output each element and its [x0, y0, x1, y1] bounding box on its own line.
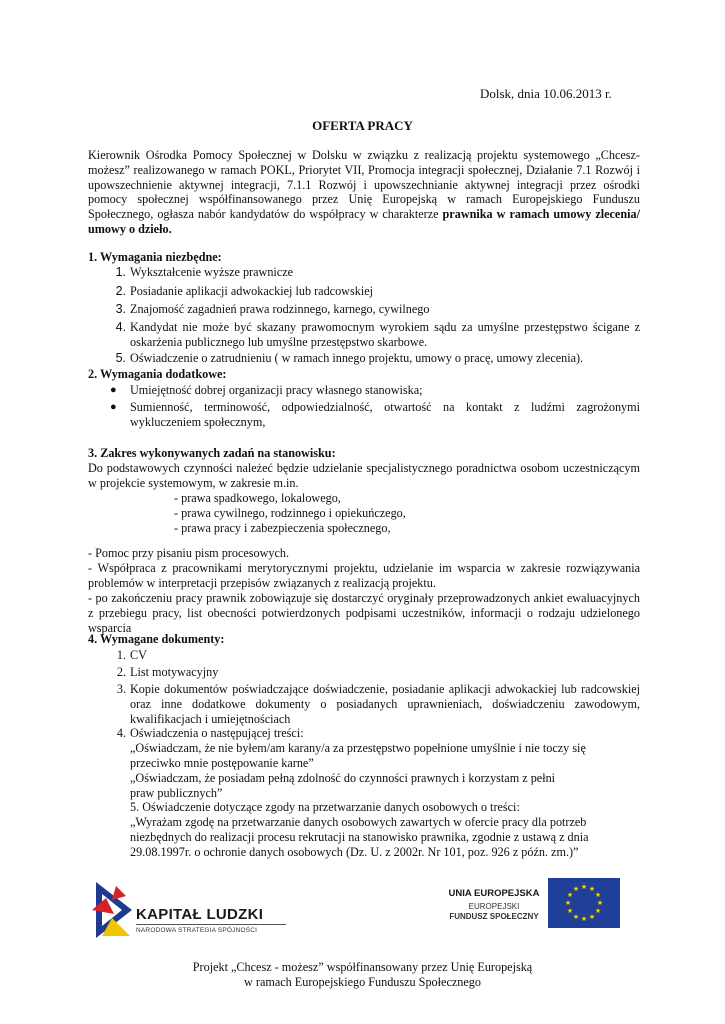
- svg-text:★: ★: [564, 899, 572, 907]
- intro-bold: prawnika w ramach umowy zlecenia/ umowy o dzieło.: [88, 207, 640, 236]
- svg-text:★: ★: [566, 907, 574, 915]
- svg-text:★: ★: [588, 913, 596, 921]
- eu-logo: [424, 878, 624, 930]
- section4-heading: 4. Wymagane dokumenty:: [88, 632, 225, 646]
- list-number: 5.: [115, 351, 126, 365]
- footer: [0, 960, 725, 990]
- consent-text: „Wyrażam zgodę na przetwarzanie danych osobowych zawartych w ofercie pracy dla potrzeb niezbędnych do realizacji procesu rekrutacji na stanowisko prawnika, zgodnie z ustawą z dnia 29.08.1997r. o ochronie danych osobowych (Dz. U. z 2002r. Nr 101, poz. 926 z późn. zm.)”: [130, 815, 589, 859]
- list-item: [116, 726, 640, 741]
- svg-text:★: ★: [580, 883, 588, 891]
- law-area: - prawa cywilnego, rodzinnego i opiekuńczego,: [174, 506, 406, 520]
- list-number: 2.: [115, 284, 126, 298]
- kapital-ludzki-subtitle: NARODOWA STRATEGIA SPÓJNOŚCI: [136, 927, 258, 934]
- svg-text:★: ★: [566, 891, 574, 899]
- bullet-icon: ●: [110, 401, 117, 413]
- list-item: [115, 265, 640, 280]
- list-item: [116, 665, 640, 680]
- list-text: List motywacyjny: [130, 665, 219, 679]
- consent-heading: 5. Oświadczenie dotyczące zgody na przetwarzanie danych osobowych o treści:: [130, 800, 520, 814]
- list-item: [115, 351, 640, 366]
- svg-text:★: ★: [572, 885, 580, 893]
- bullet-text: Umiejętność dobrej organizacji pracy własnego stanowiska;: [130, 383, 423, 397]
- list-text: Kopie dokumentów poświadczające doświadczenie, posiadanie aplikacji adwokackiej lub radcowskiej oraz inne dodatkowe dokumenty o posiadanych uprawnieniach, doświadczeniu zawodowym, kwalifikacjach i umiejętnościach: [130, 682, 640, 726]
- section3-heading: 3. Zakres wykonywanych zadań na stanowisku:: [88, 446, 336, 460]
- intro-text: Kierownik Ośrodka Pomocy Społecznej w Dolsku w związku z realizacją projektu systemowego „Chcesz-możesz” realizowanego w ramach POKL, Priorytet VII, Promocja integracji społecznej, Działanie 7.1 Rozwój i upowszechnienie aktywnej integracji, 7.1.1 Rozwój i upowszechnianie aktywnej integracji przez ośrodki pomocy społecznej współfinansowanego przez Unię Europejską w ramach Europejskiego Funduszu Społecznego, ogłasza nabór kandydatów do współpracy w charakterze: [88, 148, 640, 222]
- list-item: [115, 302, 640, 317]
- svg-text:★: ★: [594, 907, 602, 915]
- section2-heading: 2. Wymagania dodatkowe:: [88, 367, 227, 381]
- list-number: 3.: [116, 682, 126, 696]
- statement-1: „Oświadczam, że nie byłem/am karany/a za przestępstwo popełnione umyślnie i nie toczy się przeciwko mnie postępowanie karne”: [130, 741, 586, 770]
- task-item: - po zakończeniu pracy prawnik zobowiązuje się dostarczyć oryginały przeprowadzonych ankiet ewaluacyjnych z przebiegu pracy, list obecności potwierdzonych podpisami uczestników, informacji o rodzaju udzielonego wsparcia: [88, 591, 640, 635]
- footer-line2: w ramach Europejskiego Funduszu Społecznego: [244, 975, 481, 989]
- bullet-icon: ●: [110, 384, 117, 396]
- bullet-item: [110, 383, 640, 398]
- list-item: [115, 320, 640, 350]
- section3-intro: Do podstawowych czynności należeć będzie udzielanie specjalistycznego poradnictwa osobom uczestniczącym w projekcie systemowym, w zakresie m.in.: [88, 461, 640, 490]
- list-number: 1.: [115, 265, 126, 279]
- list-text: Wykształcenie wyższe prawnicze: [130, 265, 294, 279]
- list-text: Oświadczenie o zatrudnieniu ( w ramach innego projektu, umowy o pracę, umowy zlecenia).: [130, 351, 584, 365]
- kapital-ludzki-emblem-icon: [92, 880, 138, 940]
- eu-line2: EUROPEJSKI: [468, 902, 520, 911]
- kapital-ludzki-title: KAPITAŁ LUDZKI: [136, 906, 264, 923]
- list-number: 3.: [115, 302, 126, 316]
- list-number: 4.: [116, 726, 126, 740]
- list-item: [115, 284, 640, 299]
- section1-heading: 1. Wymagania niezbędne:: [88, 250, 222, 264]
- kapital-ludzki-logo: [92, 880, 292, 942]
- eu-flag-icon: [548, 878, 620, 928]
- task-item: - Pomoc przy pisaniu pism procesowych.: [88, 546, 290, 560]
- list-number: 4.: [115, 320, 126, 334]
- svg-text:★: ★: [594, 891, 602, 899]
- law-area: - prawa spadkowego, lokalowego,: [174, 491, 341, 505]
- svg-text:★: ★: [588, 885, 596, 893]
- task-item: - Współpraca z pracownikami merytorycznymi projektu, udzielanie im wsparcia w zakresie rozwiązywania problemów w interpretacji przepisów związanych z realizacją projektu.: [88, 561, 640, 590]
- law-area: - prawa pracy i zabezpieczenia społecznego,: [174, 521, 391, 535]
- list-text: Oświadczenia o następującej treści:: [130, 726, 304, 740]
- footer-line1: Projekt „Chcesz - możesz” współfinansowany przez Unię Europejską: [192, 960, 533, 974]
- document-date: Dolsk, dnia 10.06.2013 r.: [480, 86, 612, 101]
- svg-text:★: ★: [572, 913, 580, 921]
- logo-divider: [136, 924, 286, 925]
- list-item: [116, 648, 640, 663]
- eu-line3: FUNDUSZ SPOŁECZNY: [449, 912, 539, 921]
- document-title: OFERTA PRACY: [312, 118, 413, 133]
- list-text: Posiadanie aplikacji adwokackiej lub radcowskiej: [130, 284, 373, 298]
- list-text: Znajomość zagadnień prawa rodzinnego, karnego, cywilnego: [130, 302, 430, 316]
- list-number: 2.: [116, 665, 126, 679]
- list-text: Kandydat nie może być skazany prawomocnym wyrokiem sądu za umyślne przestępstwo ścigane z oskarżenia publicznego lub umyślne przestępstwo skarbowe.: [130, 320, 640, 349]
- statement-2: „Oświadczam, że posiadam pełną zdolność do czynności prawnych i korzystam z pełni praw publicznych”: [130, 771, 556, 800]
- list-number: 1.: [116, 648, 126, 662]
- svg-text:★: ★: [580, 915, 588, 923]
- bullet-item: [110, 400, 640, 430]
- bullet-text: Sumienność, terminowość, odpowiedzialność, otwartość na kontakt z ludźmi zagrożonymi wykluczeniem społecznym,: [130, 400, 640, 429]
- svg-text:★: ★: [596, 899, 604, 907]
- list-item: [116, 682, 640, 726]
- list-text: CV: [130, 648, 147, 662]
- intro-paragraph: [88, 148, 640, 237]
- eu-line1: UNIA EUROPEJSKA: [448, 888, 540, 899]
